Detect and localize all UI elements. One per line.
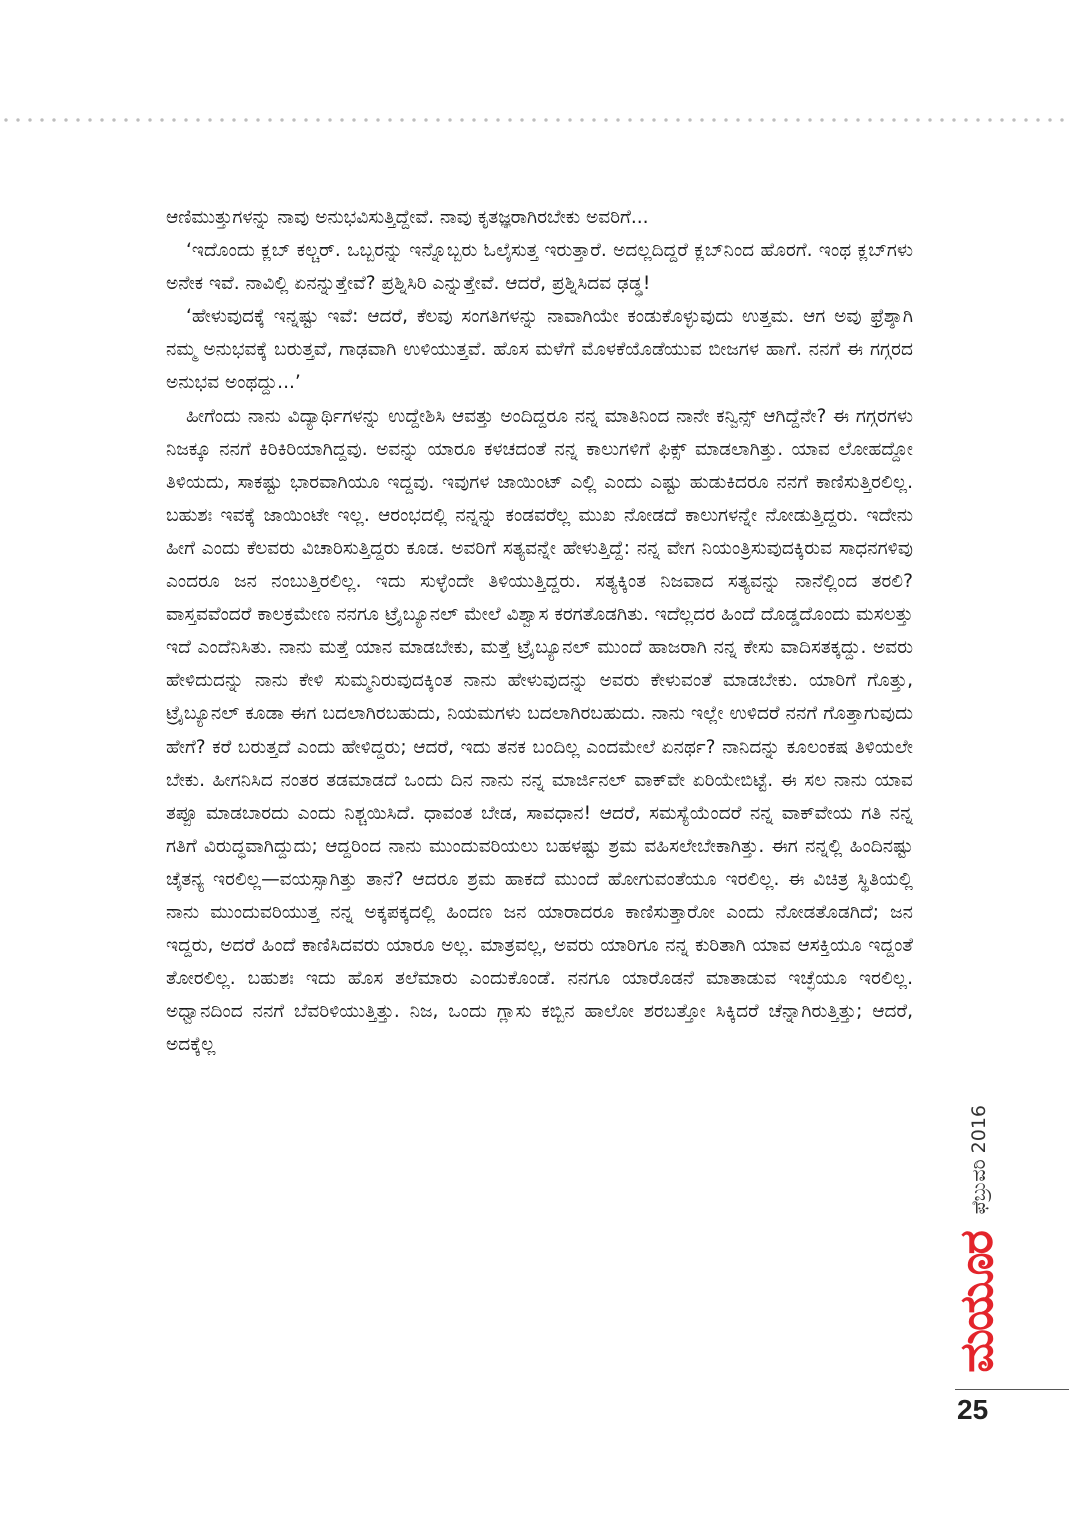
issue-date: ಫೆಬ್ರುವರಿ 2016 [968,1105,990,1215]
paragraph-3: ‘ಹೇಳುವುದಕ್ಕೆ ಇನ್ನಷ್ಟು ಇವೆ: ಆದರೆ, ಕೆಲವು ಸಂಗತಿಗಳನ್ನು ನಾವಾಗಿಯೇ ಕಂಡುಕೊಳ್ಳುವುದು ಉತ್ತಮ. ಆಗ ಅವು ಫ್ರೆಶ್ಶಾಗಿ ನಮ್ಮ ಅನುಭವಕ್ಕೆ ಬರುತ್ತವೆ, ಗಾಢವಾಗಿ ಉಳಿಯುತ್ತವೆ. ಹೊಸ ಮಳೆಗೆ ಮೊಳಕೆಯೊಡೆಯುವ ಬೀಜಗಳ ಹಾಗೆ. ನನಗೆ ಈ ಗಗ್ಗರದ ಅನುಭವ ಅಂಥದ್ದು...’ [166,306,913,394]
article-body [166,201,913,1061]
paragraph-2: ‘ಇದೊಂದು ಕ್ಲಬ್ ಕಲ್ಚರ್. ಒಬ್ಬರನ್ನು ಇನ್ನೊಬ್ಬರು ಓಲೈಸುತ್ತ ಇರುತ್ತಾರೆ. ಅದಲ್ಲದಿದ್ದರೆ ಕ್ಲಬ್‌ನಿಂದ ಹೊರಗೆ. ಇಂಥ ಕ್ಲಬ್‌ಗಳು ಅನೇಕ ಇವೆ. ನಾವಿಲ್ಲಿ ಏನನ್ನುತ್ತೇವೆ? ಪ್ರಶ್ನಿಸಿರಿ ಎನ್ನುತ್ತೇವೆ. ಆದರೆ, ಪ್ರಶ್ನಿಸಿದವ ಢಡ್ಢ! [166,240,913,295]
paragraph-1: ಆಣಿಮುತ್ತುಗಳನ್ನು ನಾವು ಅನುಭವಿಸುತ್ತಿದ್ದೇವೆ. ನಾವು ಕೃತಜ್ಞರಾಗಿರಬೇಕು ಅವರಿಗೆ... [166,207,649,228]
page-number: 25 [957,1394,989,1425]
dotted-header-rule [0,117,1072,123]
magazine-logo: ಮಯೂರ [949,1232,1003,1373]
page-number-rule [955,1389,1069,1390]
paragraph-4: ಹೀಗೆಂದು ನಾನು ವಿದ್ಯಾರ್ಥಿಗಳನ್ನು ಉದ್ದೇಶಿಸಿ ಆವತ್ತು ಅಂದಿದ್ದರೂ ನನ್ನ ಮಾತಿನಿಂದ ನಾನೇ ಕನ್ವಿನ್ಸ್ ಆಗಿದ್ದೆನೇ? ಈ ಗಗ್ಗರಗಳು ನಿಜಕ್ಕೂ ನನಗೆ ಕಿರಿಕಿರಿಯಾಗಿದ್ದವು. ಅವನ್ನು ಯಾರೂ ಕಳಚದಂತೆ ನನ್ನ ಕಾಲುಗಳಿಗೆ ಫಿಕ್ಸ್ ಮಾಡಲಾಗಿತ್ತು. ಯಾವ ಲೋಹದ್ದೋ ತಿಳಿಯದು, ಸಾಕಷ್ಟು ಭಾರವಾಗಿಯೂ ಇದ್ದವು. ಇವುಗಳ ಜಾಯಿಂಟ್ ಎಲ್ಲಿ ಎಂದು ಎಷ್ಟು ಹುಡುಕಿದರೂ ನನಗೆ ಕಾಣಿಸುತ್ತಿರಲಿಲ್ಲ. ಬಹುಶಃ ಇವಕ್ಕೆ ಜಾಯಿಂಟೇ ಇಲ್ಲ. ಆರಂಭದಲ್ಲಿ ನನ್ನನ್ನು ಕಂಡವರೆಲ್ಲ ಮುಖ ನೋಡದೆ ಕಾಲುಗಳನ್ನೇ ನೋಡುತ್ತಿದ್ದರು. ಇದೇನು ಹೀಗೆ ಎಂದು ಕೆಲವರು ವಿಚಾರಿಸುತ್ತಿದ್ದರು ಕೂಡ. ಅವರಿಗೆ ಸತ್ಯವನ್ನೇ ಹೇಳುತ್ತಿದ್ದೆ: ನನ್ನ ವೇಗ ನಿಯಂತ್ರಿಸುವುದಕ್ಕಿರುವ ಸಾಧನಗಳಿವು ಎಂದರೂ ಜನ ನಂಬುತ್ತಿರಲಿಲ್ಲ. ಇದು ಸುಳ್ಳೆಂದೇ ತಿಳಿಯುತ್ತಿದ್ದರು. ಸತ್ಯಕ್ಕಿಂತ ನಿಜವಾದ ಸತ್ಯವನ್ನು ನಾನೆಲ್ಲಿಂದ ತರಲಿ? ವಾಸ್ತವವೆಂದರೆ ಕಾಲಕ್ರಮೇಣ ನನಗೂ ಟ್ರೈಬ್ಯೂನಲ್ ಮೇಲೆ ವಿಶ್ವಾಸ ಕರಗತೊಡಗಿತು. ಇದೆಲ್ಲದರ ಹಿಂದೆ ದೊಡ್ಡದೊಂದು ಮಸಲತ್ತು ಇದೆ ಎಂದೆನಿಸಿತು. ನಾನು ಮತ್ತೆ ಯಾನ ಮಾಡಬೇಕು, ಮತ್ತೆ ಟ್ರೈಬ್ಯೂನಲ್ ಮುಂದೆ ಹಾಜರಾಗಿ ನನ್ನ ಕೇಸು ವಾದಿಸತಕ್ಕದ್ದು. ಅವರು ಹೇಳಿದುದನ್ನು ನಾನು ಕೇಳಿ ಸುಮ್ಮನಿರುವುದಕ್ಕಿಂತ ನಾನು ಹೇಳುವುದನ್ನು ಅವರು ಕೇಳುವಂತೆ ಮಾಡಬೇಕು. ಯಾರಿಗೆ ಗೊತ್ತು, ಟ್ರೈಬ್ಯೂನಲ್ ಕೂಡಾ ಈಗ ಬದಲಾಗಿರಬಹುದು, ನಿಯಮಗಳು ಬದಲಾಗಿರಬಹುದು. ನಾನು ಇಲ್ಲೇ ಉಳಿದರೆ ನನಗೆ ಗೊತ್ತಾಗುವುದು ಹೇಗೆ? ಕರೆ ಬರುತ್ತದೆ ಎಂದು ಹೇಳಿದ್ದರು; ಆದರೆ, ಇದು ತನಕ ಬಂದಿಲ್ಲ ಎಂದಮೇಲೆ ಏನರ್ಥ? ನಾನಿದನ್ನು ಕೂಲಂಕಷ ತಿಳಿಯಲೇ ಬೇಕು. ಹೀಗನಿಸಿದ ನಂತರ ತಡಮಾಡದೆ ಒಂದು ದಿನ ನಾನು ನನ್ನ ಮಾರ್ಜಿನಲ್ ವಾಕ್‌ವೇ ಏರಿಯೇಬಿಟ್ಟೆ. ಈ ಸಲ ನಾನು ಯಾವ ತಪ್ಪೂ ಮಾಡಬಾರದು ಎಂದು ನಿಶ್ಚಯಿಸಿದೆ. ಧಾವಂತ ಬೇಡ, ಸಾವಧಾನ! ಆದರೆ, ಸಮಸ್ಯೆಯೆಂದರೆ ನನ್ನ ವಾಕ್‌ವೇಯ ಗತಿ ನನ್ನ ಗತಿಗೆ ವಿರುದ್ಧವಾಗಿದ್ದುದು; ಆದ್ದರಿಂದ ನಾನು ಮುಂದುವರಿಯಲು ಬಹಳಷ್ಟು ಶ್ರಮ ವಹಿಸಲೇಬೇಕಾಗಿತ್ತು. ಈಗ ನನ್ನಲ್ಲಿ ಹಿಂದಿನಷ್ಟು ಚೈತನ್ಯ ಇರಲಿಲ್ಲ—ವಯಸ್ಸಾಗಿತ್ತು ತಾನೆ? ಆದರೂ ಶ್ರಮ ಹಾಕದೆ ಮುಂದೆ ಹೋಗುವಂತೆಯೂ ಇರಲಿಲ್ಲ. ಈ ವಿಚಿತ್ರ ಸ್ಥಿತಿಯಲ್ಲಿ ನಾನು ಮುಂದುವರಿಯುತ್ತ ನನ್ನ ಅಕ್ಕಪಕ್ಕದಲ್ಲಿ ಹಿಂದಣ ಜನ ಯಾರಾದರೂ ಕಾಣಿಸುತ್ತಾರೋ ಎಂದು ನೋಡತೊಡಗಿದೆ; ಜನ ಇದ್ದರು, ಅದರೆ ಹಿಂದೆ ಕಾಣಿಸಿದವರು ಯಾರೂ ಅಲ್ಲ. ಮಾತ್ರವಲ್ಲ, ಅವರು ಯಾರಿಗೂ ನನ್ನ ಕುರಿತಾಗಿ ಯಾವ ಆಸಕ್ತಿಯೂ ಇದ್ದಂತೆ ತೋರಲಿಲ್ಲ. ಬಹುಶಃ ಇದು ಹೊಸ ತಲೆಮಾರು ಎಂದುಕೊಂಡೆ. ನನಗೂ ಯಾರೊಡನೆ ಮಾತಾಡುವ ಇಚ್ಛೆಯೂ ಇರಲಿಲ್ಲ. ಅಧ್ವಾನದಿಂದ ನನಗೆ ಬೆವರಿಳಿಯುತ್ತಿತ್ತು. ನಿಜ, ಒಂದು ಗ್ಲಾಸು ಕಬ್ಬಿನ ಹಾಲೋ ಶರಬತ್ತೋ ಸಿಕ್ಕಿದರೆ ಚೆನ್ನಾಗಿರುತ್ತಿತ್ತು; ಆದರೆ, ಅದಕ್ಕೆಲ್ಲ [166,405,913,1056]
